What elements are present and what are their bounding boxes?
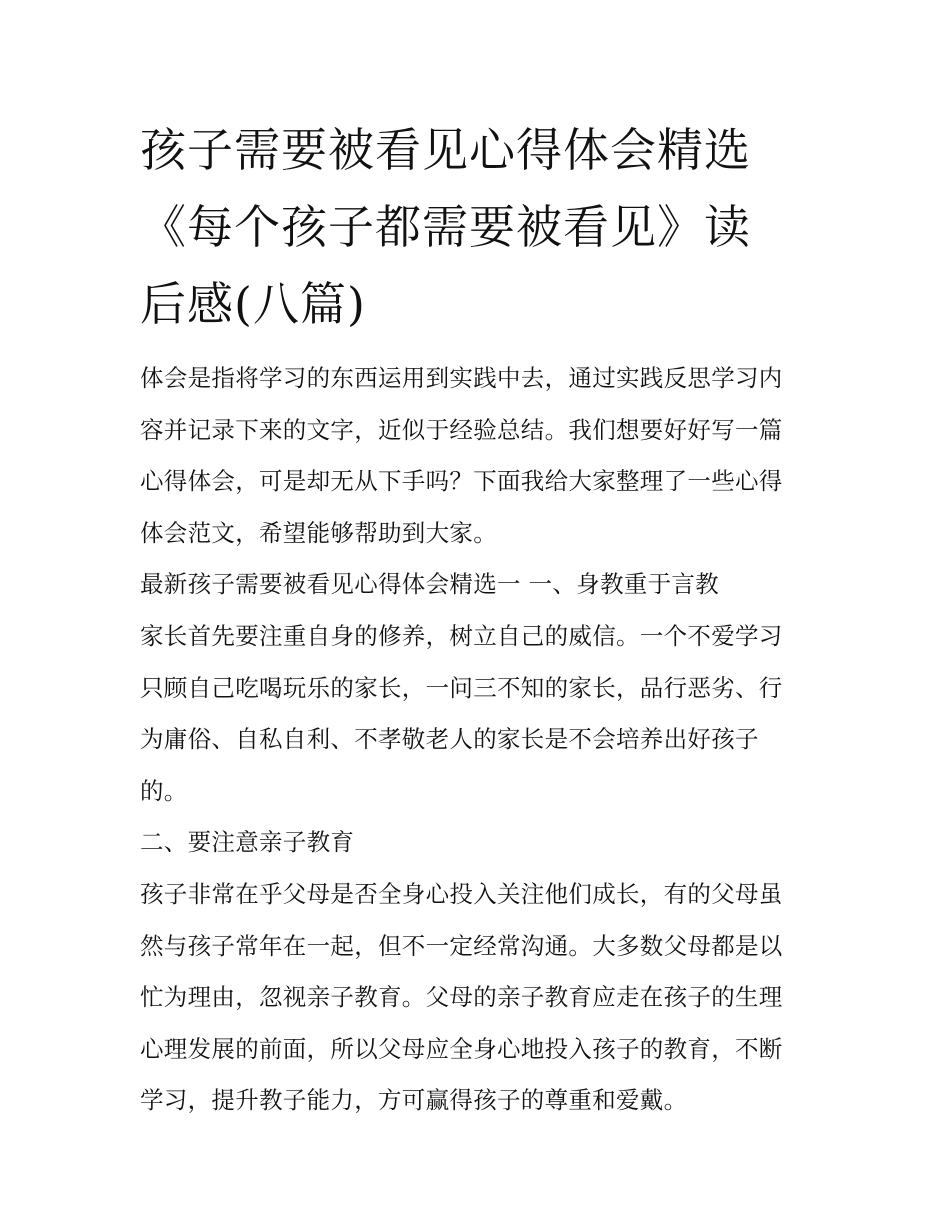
paragraph-line: 为庸俗、自私自利、不孝敬老人的家长是不会培养出好孩子: [140, 725, 759, 754]
title-line: 孩子需要被看见心得体会精选: [140, 123, 751, 177]
document-page: [140, 112, 816, 1127]
intro-line: 容并记录下来的文字，近似于经验总结。我们想要好好写一篇: [140, 415, 783, 444]
intro-line: 体会范文，希望能够帮助到大家。: [140, 518, 497, 547]
paragraph-line: 学习，提升教子能力，方可赢得孩子的尊重和爱戴。: [140, 1086, 688, 1115]
paragraph-line: 孩子非常在乎父母是否全身心投入关注他们成长，有的父母虽: [140, 879, 783, 908]
document-title: [140, 112, 800, 343]
section-heading-1: 最新孩子需要被看见心得体会精选一 一、身教重于言教: [140, 570, 719, 599]
section-heading-2: 二、要注意亲子教育: [140, 828, 355, 857]
title-line: 《每个孩子都需要被看见》读: [140, 200, 751, 254]
paragraph-line: 然与孩子常年在一起，但不一定经常沟通。大多数父母都是以: [140, 931, 783, 960]
paragraph-line: 忙为理由，忽视亲子教育。父母的亲子教育应走在孩子的生理: [140, 983, 783, 1012]
paragraph-line: 家长首先要注重自身的修养，树立自己的威信。一个不爱学习: [140, 621, 783, 650]
intro-line: 心得体会，可是却无从下手吗？下面我给大家整理了一些心得: [140, 467, 783, 496]
intro-line: 体会是指将学习的东西运用到实践中去，通过实践反思学习内: [140, 364, 783, 392]
document-body: [140, 353, 816, 1127]
title-line: 后感(八篇): [140, 277, 366, 331]
paragraph-line: 只顾自己吃喝玩乐的家长，一问三不知的家长，品行恶劣、行: [140, 673, 783, 702]
paragraph-line: 的。: [140, 776, 188, 805]
paragraph-line: 心理发展的前面，所以父母应全身心地投入孩子的教育，不断: [140, 1034, 783, 1063]
